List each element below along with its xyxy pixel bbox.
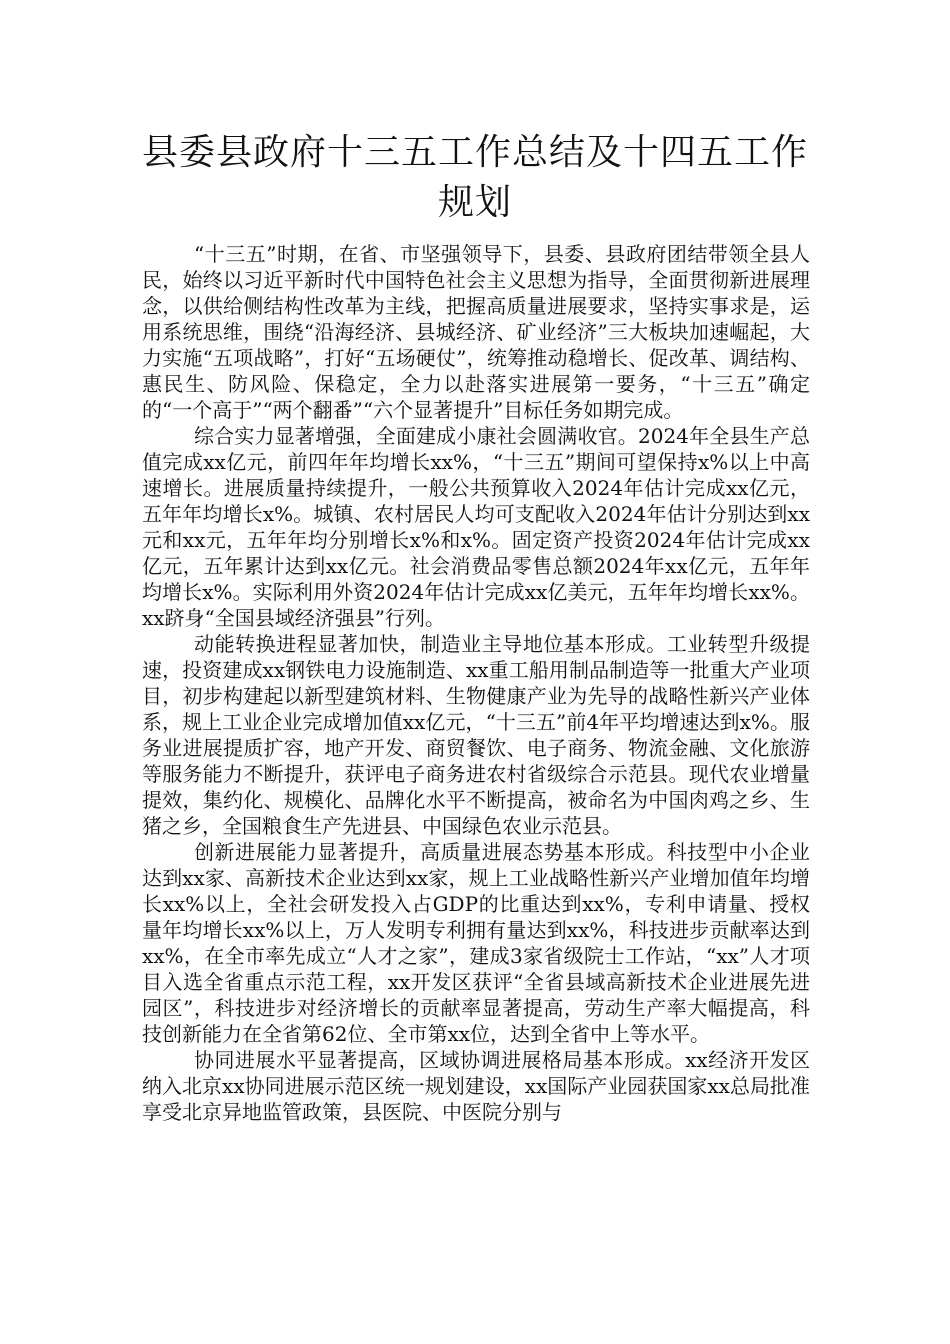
paragraph-overall-strength: 综合实力显著增强，全面建成小康社会圆满收官。2024年全县生产总值完成xx亿元，前四年年均增长xx%，“十三五”期间可望保持x%以上中高速增长。进展质量持续提升，一般公共预算收入2024年估计完成xx亿元，五年年均增长x%。城镇、农村居民人均可支配收入2024年估计分别达到xx元和xx元，五年年均分别增长x%和x%。固定资产投资2024年估计完成xx亿元，五年累计达到xx亿元。社会消费品零售总额2024年xx亿元，五年年均增长x%。实际利用外资2024年估计完成xx亿美元，五年年均增长xx%。xx跻身“全国县域经济强县”行列。 [142, 424, 810, 630]
paragraph-innovation: 创新进展能力显著提升，高质量进展态势基本形成。科技型中小企业达到xx家、高新技术企业达到xx家，规上工业战略性新兴产业增加值年均增长xx%以上，全社会研发投入占GDP的比重达到xx%，专利申请量、授权量年均增长xx%以上，万人发明专利拥有量达到xx%，科技进步贡献率达到xx%，在全市率先成立“人才之家”，建成3家省级院士工作站，“xx”人才项目入选全省重点示范工程，xx开发区获评“全省县域高新技术企业进展先进园区”，科技进步对经济增长的贡献率显著提高，劳动生产率大幅提高，科技创新能力在全省第62位、全市第xx位，达到全省中上等水平。 [142, 840, 810, 1046]
document-title: 县委县政府十三五工作总结及十四五工作规划 [141, 132, 808, 223]
paragraph-intro: “十三五”时期，在省、市坚强领导下，县委、县政府团结带领全县人民，始终以习近平新时代中国特色社会主义思想为指导，全面贯彻新进展理念，以供给侧结构性改革为主线，把握高质量进展要求，坚持实事求是，运用系统思维，围绕“沿海经济、县城经济、矿业经济”三大板块加速崛起，大力实施“五项战略”，打好“五场硬仗”，统筹推动稳增长、促改革、调结构、惠民生、防风险、保稳定，全力以赴落实进展第一要务，“十三五”确定的“一个高于”“两个翻番”“六个显著提升”目标任务如期完成。 [142, 242, 810, 422]
paragraph-kinetic-conversion: 动能转换进程显著加快，制造业主导地位基本形成。工业转型升级提速，投资建成xx钢铁电力设施制造、xx重工船用制品制造等一批重大产业项目，初步构建起以新型建筑材料、生物健康产业为先导的战略性新兴产业体系，规上工业企业完成增加值xx亿元，“十三五”前4年平均增速达到x%。服务业进展提质扩容，地产开发、商贸餐饮、电子商务、物流金融、文化旅游等服务能力不断提升，获评电子商务进农村省级综合示范县。现代农业增量提效，集约化、规模化、品牌化水平不断提高，被命名为中国肉鸡之乡、生猪之乡，全国粮食生产先进县、中国绿色农业示范县。 [142, 632, 810, 838]
document-body [142, 241, 810, 1125]
paragraph-coordinated-development: 协同进展水平显著提高，区域协调进展格局基本形成。xx经济开发区纳入北京xx协同进展示范区统一规划建设，xx国际产业园获国家xx总局批准享受北京异地监管政策，县医院、中医院分别与 [142, 1048, 810, 1124]
